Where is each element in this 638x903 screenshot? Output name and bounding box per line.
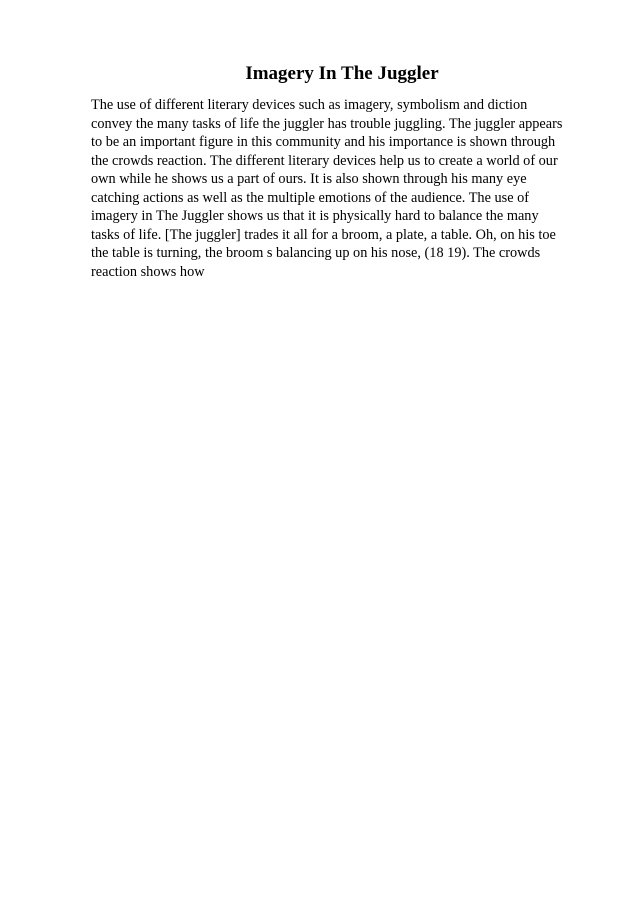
body-line: the table is turning, the broom s balancing up on his nose, (18 19). The crowds [91, 245, 541, 261]
document-body [91, 96, 581, 281]
body-line: convey the many tasks of life the juggler has trouble juggling. The juggler appears [91, 115, 563, 132]
body-line: imagery in The Juggler shows us that it is physically hard to balance the many [91, 208, 539, 224]
body-line: tasks of life. [The juggler] trades it all for a broom, a plate, a table. Oh, on his toe [91, 226, 556, 243]
body-line: The use of different literary devices such as imagery, symbolism and diction [91, 97, 528, 113]
body-line: to be an important figure in this community and his importance is shown through [91, 134, 556, 150]
body-line: own while he shows us a part of ours. It is also shown through his many eye [91, 171, 527, 187]
body-line: the crowds reaction. The different literary devices help us to create a world of our [91, 152, 558, 169]
body-line: catching actions as well as the multiple emotions of the audience. The use of [91, 189, 530, 206]
document-title: Imagery In The Juggler [245, 63, 439, 84]
body-line: reaction shows how [91, 263, 205, 280]
